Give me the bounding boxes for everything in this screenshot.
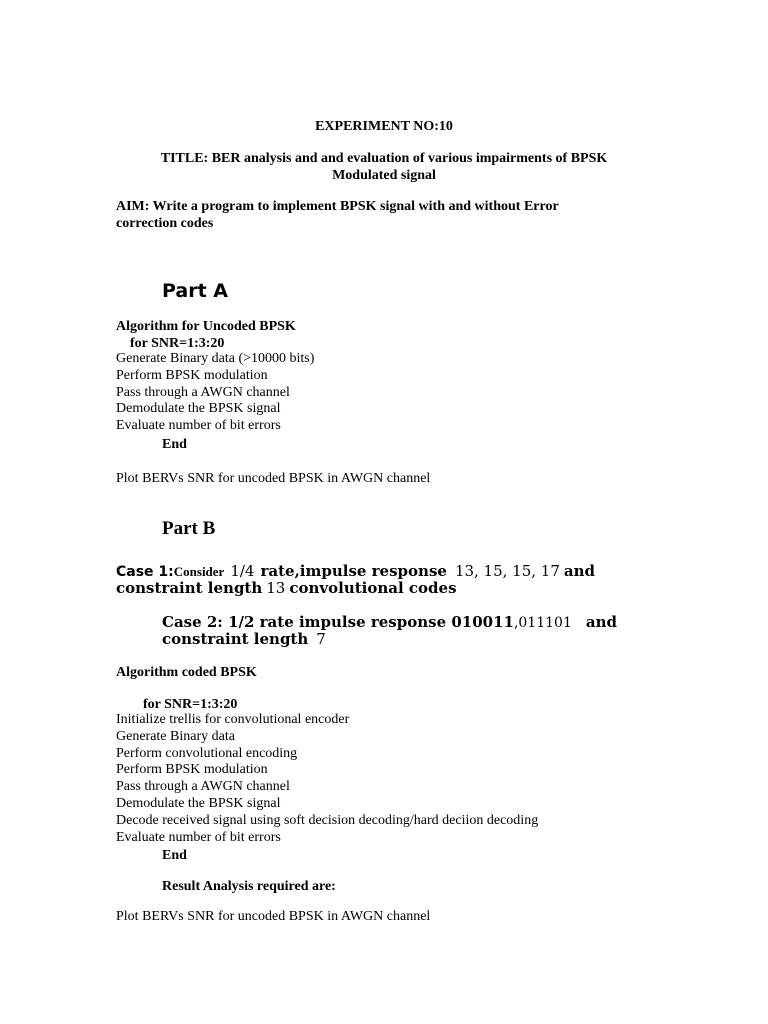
list-item: Generate Binary data [116,728,235,744]
list-item: Initialize trellis for convolutional encoder [116,712,350,727]
part-a-loop: for SNR=1:3:20 [130,336,225,351]
case-1-rate: 1/4 [230,562,255,580]
list-item: Perform BPSK modulation [116,367,268,383]
case-1-line-2 [116,579,457,598]
part-a-algorithm-title: Algorithm for Uncoded BPSK [116,319,296,334]
part-b-steps [116,712,538,846]
case-2-length: 7 [316,630,326,648]
case-1-text-1: rate,impulse response [260,562,447,580]
list-item: Perform BPSK modulation [116,762,268,778]
title-line-1: TITLE: BER analysis and and evaluation of various impairments of BPSK [160,151,608,166]
list-item: Generate Binary data (>10000 bits) [116,351,315,366]
list-item: Pass through a AWGN channel [116,384,290,400]
part-a-steps [116,351,314,435]
case-1-consider: Consider [173,564,225,579]
case-1-text-2: and [563,562,596,580]
part-b-algorithm-title: Algorithm coded BPSK [116,665,257,680]
case-1-values: 13, 15, 15, 17 [454,562,560,580]
case-2-text-2: and [585,613,617,631]
list-item: Evaluate number of bit errors [116,829,281,845]
case-1-text-3: constraint length [116,579,263,597]
part-b-loop: for SNR=1:3:20 [143,697,238,712]
title-line-2: Modulated signal [332,168,436,183]
case-2-values: ,011101 [513,615,572,631]
part-a-end: End [162,437,187,452]
case-1-length: 13 [266,579,286,597]
case-1-text-4: convolutional codes [289,579,457,597]
list-item: Evaluate number of bit errors [116,418,281,434]
case-2-line-2 [162,630,326,649]
part-b-plot: Plot BERVs SNR for uncoded BPSK in AWGN channel [116,909,431,924]
aim-line-1: AIM: Write a program to implement BPSK signal with and without Error [116,199,559,214]
case-2-text-3: constraint length [162,630,309,648]
result-analysis-heading: Result Analysis required are: [162,879,336,894]
part-a-plot: Plot BERVs SNR for uncoded BPSK in AWGN channel [116,471,431,486]
list-item: Pass through a AWGN channel [116,779,290,795]
part-b-heading: Part B [162,518,216,539]
part-b-end: End [162,848,187,863]
aim-line-2: correction codes [116,216,214,231]
part-a-heading: Part A [162,280,229,302]
list-item: Decode received signal using soft decision decoding/hard deciion decoding [116,812,539,828]
case-2-text-1: Case 2: 1/2 rate impulse response 010011 [162,613,514,631]
list-item: Perform convolutional encoding [116,745,298,761]
list-item: Demodulate the BPSK signal [116,795,281,811]
case-1-label: Case 1: [116,564,174,580]
list-item: Demodulate the BPSK signal [116,401,281,417]
experiment-number: EXPERIMENT NO:10 [315,119,453,134]
